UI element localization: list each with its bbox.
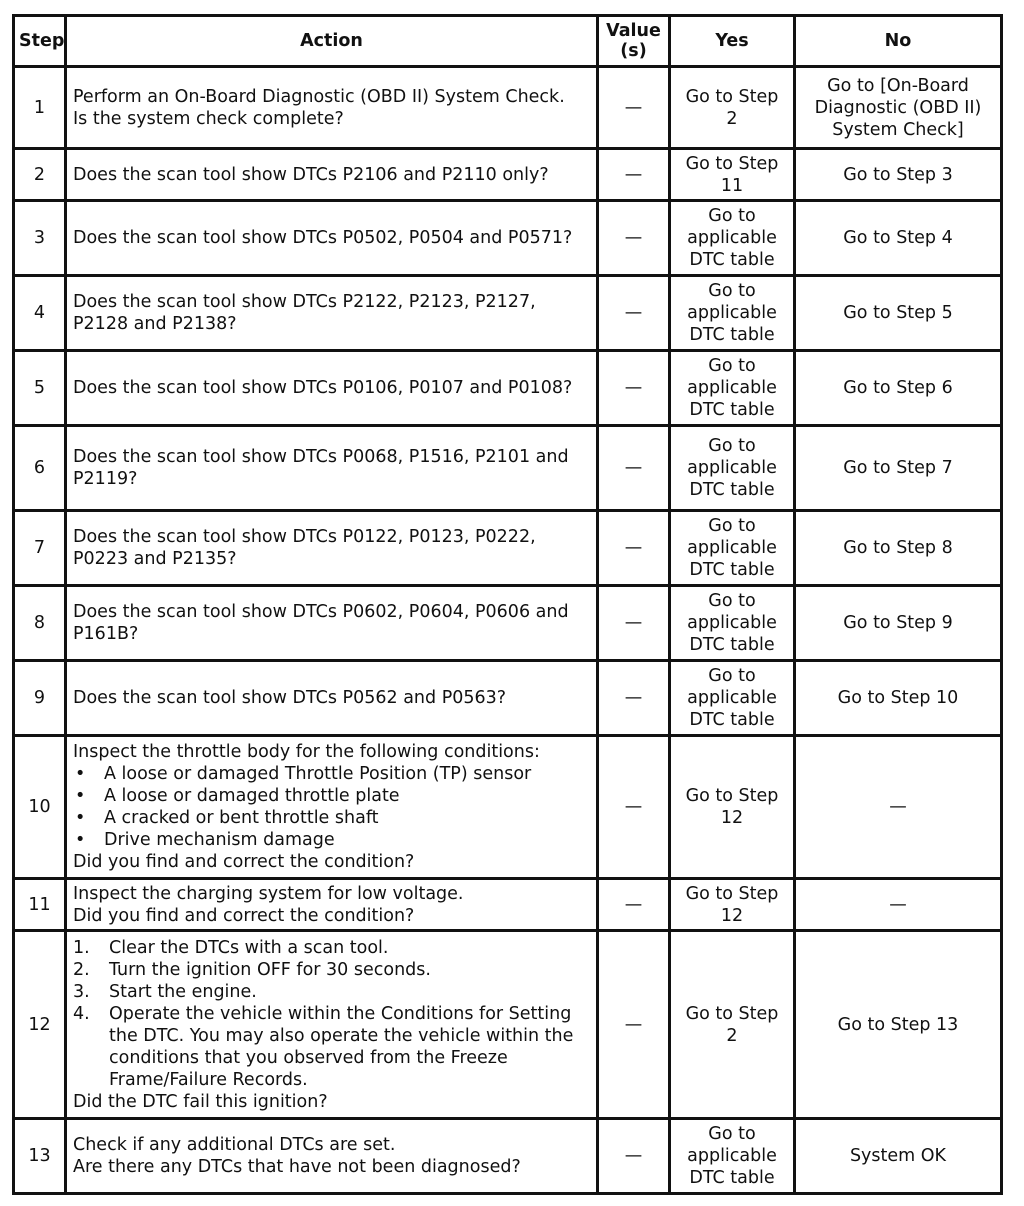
- no-line: —: [889, 894, 907, 915]
- yes-cell: [670, 736, 795, 879]
- action-cell: [66, 1119, 598, 1194]
- no-line: Go to [On-Board: [827, 75, 969, 96]
- action-line: P2119?: [73, 469, 138, 489]
- no-line: Go to Step 6: [843, 378, 953, 398]
- yes-line: Go to Step: [685, 1003, 779, 1024]
- yes-line: 2: [726, 1025, 738, 1046]
- step-number-cell: 3: [14, 201, 66, 276]
- no-cell: [795, 426, 1002, 511]
- action-cell: [66, 67, 598, 149]
- yes-line: DTC table: [689, 1168, 775, 1188]
- table-row: [14, 661, 1002, 736]
- yes-line: Go to: [708, 666, 756, 686]
- yes-line: Go to: [708, 1124, 756, 1144]
- no-line: Go to Step 5: [843, 303, 953, 323]
- value-cell: —: [598, 736, 670, 879]
- yes-line: DTC table: [689, 710, 775, 730]
- action-cell: [66, 879, 598, 931]
- action-line: Does the scan tool show DTCs P2106 and P2110 only?: [73, 164, 549, 185]
- no-line: —: [889, 797, 907, 817]
- action-intro: Inspect the throttle body for the following conditions:: [73, 742, 540, 762]
- header-yes: Yes: [670, 16, 795, 67]
- table-row: [14, 586, 1002, 661]
- no-line: Go to Step 7: [843, 458, 953, 478]
- condition-item: • A cracked or bent throttle shaft: [73, 807, 592, 829]
- no-cell: [795, 201, 1002, 276]
- yes-line: Go to Step: [685, 153, 779, 174]
- no-cell: [795, 736, 1002, 879]
- step-number-cell: 5: [14, 351, 66, 426]
- procedure-text: Start the engine.: [109, 981, 257, 1002]
- procedure-item: [73, 1003, 592, 1091]
- value-cell: —: [598, 276, 670, 351]
- yes-line: Go to: [708, 436, 756, 456]
- condition-item: • A loose or damaged throttle plate: [73, 785, 592, 807]
- no-cell: [795, 276, 1002, 351]
- step-number-cell: 4: [14, 276, 66, 351]
- yes-line: applicable: [687, 228, 777, 248]
- yes-cell: [670, 67, 795, 149]
- yes-line: applicable: [687, 688, 777, 708]
- yes-line: DTC table: [689, 480, 775, 500]
- condition-item: • Drive mechanism damage: [73, 829, 592, 851]
- action-line: Does the scan tool show DTCs P0122, P0123, P0222,: [73, 527, 536, 547]
- condition-list: [73, 763, 592, 851]
- no-cell: [795, 67, 1002, 149]
- action-cell: [66, 931, 598, 1119]
- no-cell: [795, 931, 1002, 1119]
- no-line: Go to Step 3: [843, 164, 953, 185]
- header-no: No: [795, 16, 1002, 67]
- action-line: Does the scan tool show DTCs P0602, P0604, P0606 and: [73, 602, 569, 622]
- yes-line: Go to Step: [685, 86, 779, 107]
- value-cell: —: [598, 351, 670, 426]
- yes-line: Go to: [708, 206, 756, 226]
- action-question: Did the DTC fail this ignition?: [73, 1091, 328, 1112]
- yes-line: DTC table: [689, 635, 775, 655]
- procedure-number: 2.: [73, 959, 90, 980]
- no-cell: [795, 149, 1002, 201]
- step-number-cell: 9: [14, 661, 66, 736]
- value-cell: —: [598, 1119, 670, 1194]
- yes-line: 12: [720, 808, 744, 828]
- value-cell: —: [598, 661, 670, 736]
- action-line: Are there any DTCs that have not been diagnosed?: [73, 1157, 521, 1177]
- yes-line: Go to: [708, 516, 756, 536]
- header-step: Step: [14, 16, 66, 67]
- value-cell: —: [598, 67, 670, 149]
- action-line: Does the scan tool show DTCs P0068, P1516, P2101 and: [73, 447, 569, 467]
- yes-cell: [670, 351, 795, 426]
- no-cell: [795, 1119, 1002, 1194]
- yes-line: applicable: [687, 613, 777, 633]
- table-row: [14, 736, 1002, 879]
- action-cell: [66, 586, 598, 661]
- procedure-text: Operate the vehicle within the Conditions for Setting the DTC. You may also operate the vehicle within the conditions that you observed from the Freeze Frame/Failure Records.: [109, 1003, 574, 1090]
- step-number-cell: 11: [14, 879, 66, 931]
- action-line: P0223 and P2135?: [73, 549, 237, 569]
- action-line: Does the scan tool show DTCs P0562 and P0563?: [73, 688, 507, 708]
- yes-cell: [670, 276, 795, 351]
- value-cell: —: [598, 586, 670, 661]
- table-row: [14, 201, 1002, 276]
- action-line: P161B?: [73, 624, 139, 644]
- no-line: Go to Step 13: [837, 1014, 959, 1035]
- yes-line: applicable: [687, 1146, 777, 1166]
- yes-line: DTC table: [689, 560, 775, 580]
- step-number-cell: 2: [14, 149, 66, 201]
- action-line: Does the scan tool show DTCs P0502, P0504 and P0571?: [73, 228, 573, 248]
- action-cell: [66, 351, 598, 426]
- no-line: Go to Step 4: [843, 228, 953, 248]
- yes-line: 2: [726, 108, 738, 129]
- step-number-cell: 8: [14, 586, 66, 661]
- no-line: System OK: [849, 1146, 947, 1166]
- yes-line: applicable: [687, 458, 777, 478]
- procedure-item: [73, 981, 592, 1003]
- table-row: [14, 931, 1002, 1119]
- header-action: Action: [66, 16, 598, 67]
- yes-line: Go to: [708, 591, 756, 611]
- procedure-list: [73, 937, 592, 1091]
- header-value: [598, 16, 670, 67]
- value-cell: —: [598, 201, 670, 276]
- yes-cell: [670, 879, 795, 931]
- step-number-cell: 1: [14, 67, 66, 149]
- no-cell: [795, 586, 1002, 661]
- yes-line: 12: [720, 905, 744, 926]
- header-row: [14, 16, 1002, 67]
- yes-line: 11: [720, 175, 744, 196]
- step-number-cell: 7: [14, 511, 66, 586]
- no-cell: [795, 351, 1002, 426]
- action-line: Inspect the charging system for low voltage.: [73, 883, 464, 904]
- action-cell: [66, 511, 598, 586]
- action-cell: [66, 426, 598, 511]
- no-line: Go to Step 8: [843, 538, 953, 558]
- yes-cell: [670, 201, 795, 276]
- action-cell: [66, 149, 598, 201]
- action-cell: [66, 276, 598, 351]
- no-cell: [795, 879, 1002, 931]
- yes-line: Go to: [708, 281, 756, 301]
- value-cell: —: [598, 931, 670, 1119]
- no-line: Diagnostic (OBD II): [814, 97, 982, 118]
- procedure-number: 4.: [73, 1003, 90, 1024]
- step-number-cell: 12: [14, 931, 66, 1119]
- table-row: [14, 1119, 1002, 1194]
- table-row: [14, 149, 1002, 201]
- yes-cell: [670, 426, 795, 511]
- no-line: System Check]: [832, 119, 964, 140]
- action-line: Perform an On-Board Diagnostic (OBD II) System Check.: [73, 86, 565, 107]
- action-line: Check if any additional DTCs are set.: [73, 1135, 396, 1155]
- diagnostic-table: [12, 14, 1003, 1195]
- value-cell: —: [598, 511, 670, 586]
- yes-line: applicable: [687, 303, 777, 323]
- yes-line: Go to Step: [685, 883, 779, 904]
- value-cell: —: [598, 879, 670, 931]
- yes-cell: [670, 586, 795, 661]
- yes-line: applicable: [687, 378, 777, 398]
- action-line: Did you find and correct the condition?: [73, 905, 415, 926]
- yes-line: Go to: [708, 356, 756, 376]
- table-row: [14, 511, 1002, 586]
- yes-cell: [670, 511, 795, 586]
- step-number-cell: 10: [14, 736, 66, 879]
- table-row: [14, 67, 1002, 149]
- action-cell: [66, 661, 598, 736]
- yes-line: DTC table: [689, 400, 775, 420]
- procedure-text: Clear the DTCs with a scan tool.: [109, 937, 389, 958]
- yes-cell: [670, 1119, 795, 1194]
- yes-line: applicable: [687, 538, 777, 558]
- no-cell: [795, 511, 1002, 586]
- no-line: Go to Step 9: [843, 613, 953, 633]
- table-row: [14, 276, 1002, 351]
- table-row: [14, 879, 1002, 931]
- step-number-cell: 13: [14, 1119, 66, 1194]
- procedure-number: 3.: [73, 981, 90, 1002]
- value-cell: —: [598, 149, 670, 201]
- procedure-text: Turn the ignition OFF for 30 seconds.: [109, 959, 431, 980]
- procedure-item: [73, 959, 592, 981]
- action-cell: [66, 736, 598, 879]
- action-line: P2128 and P2138?: [73, 314, 237, 334]
- table-row: [14, 426, 1002, 511]
- yes-cell: [670, 931, 795, 1119]
- action-line: Does the scan tool show DTCs P0106, P0107 and P0108?: [73, 378, 573, 398]
- no-line: Go to Step 10: [837, 688, 959, 708]
- yes-line: Go to Step: [685, 786, 779, 806]
- yes-cell: [670, 661, 795, 736]
- no-cell: [795, 661, 1002, 736]
- header-value-line: Value: [606, 21, 661, 41]
- action-line: Does the scan tool show DTCs P2122, P2123, P2127,: [73, 292, 536, 312]
- condition-item: • A loose or damaged Throttle Position (TP) sensor: [73, 763, 592, 785]
- action-line: Is the system check complete?: [73, 108, 344, 129]
- action-cell: [66, 201, 598, 276]
- procedure-item: [73, 937, 592, 959]
- yes-cell: [670, 149, 795, 201]
- yes-line: DTC table: [689, 325, 775, 345]
- yes-line: DTC table: [689, 250, 775, 270]
- procedure-number: 1.: [73, 937, 90, 958]
- value-cell: —: [598, 426, 670, 511]
- action-question: Did you find and correct the condition?: [73, 852, 415, 872]
- step-number-cell: 6: [14, 426, 66, 511]
- table-row: [14, 351, 1002, 426]
- header-value-line: (s): [620, 41, 647, 61]
